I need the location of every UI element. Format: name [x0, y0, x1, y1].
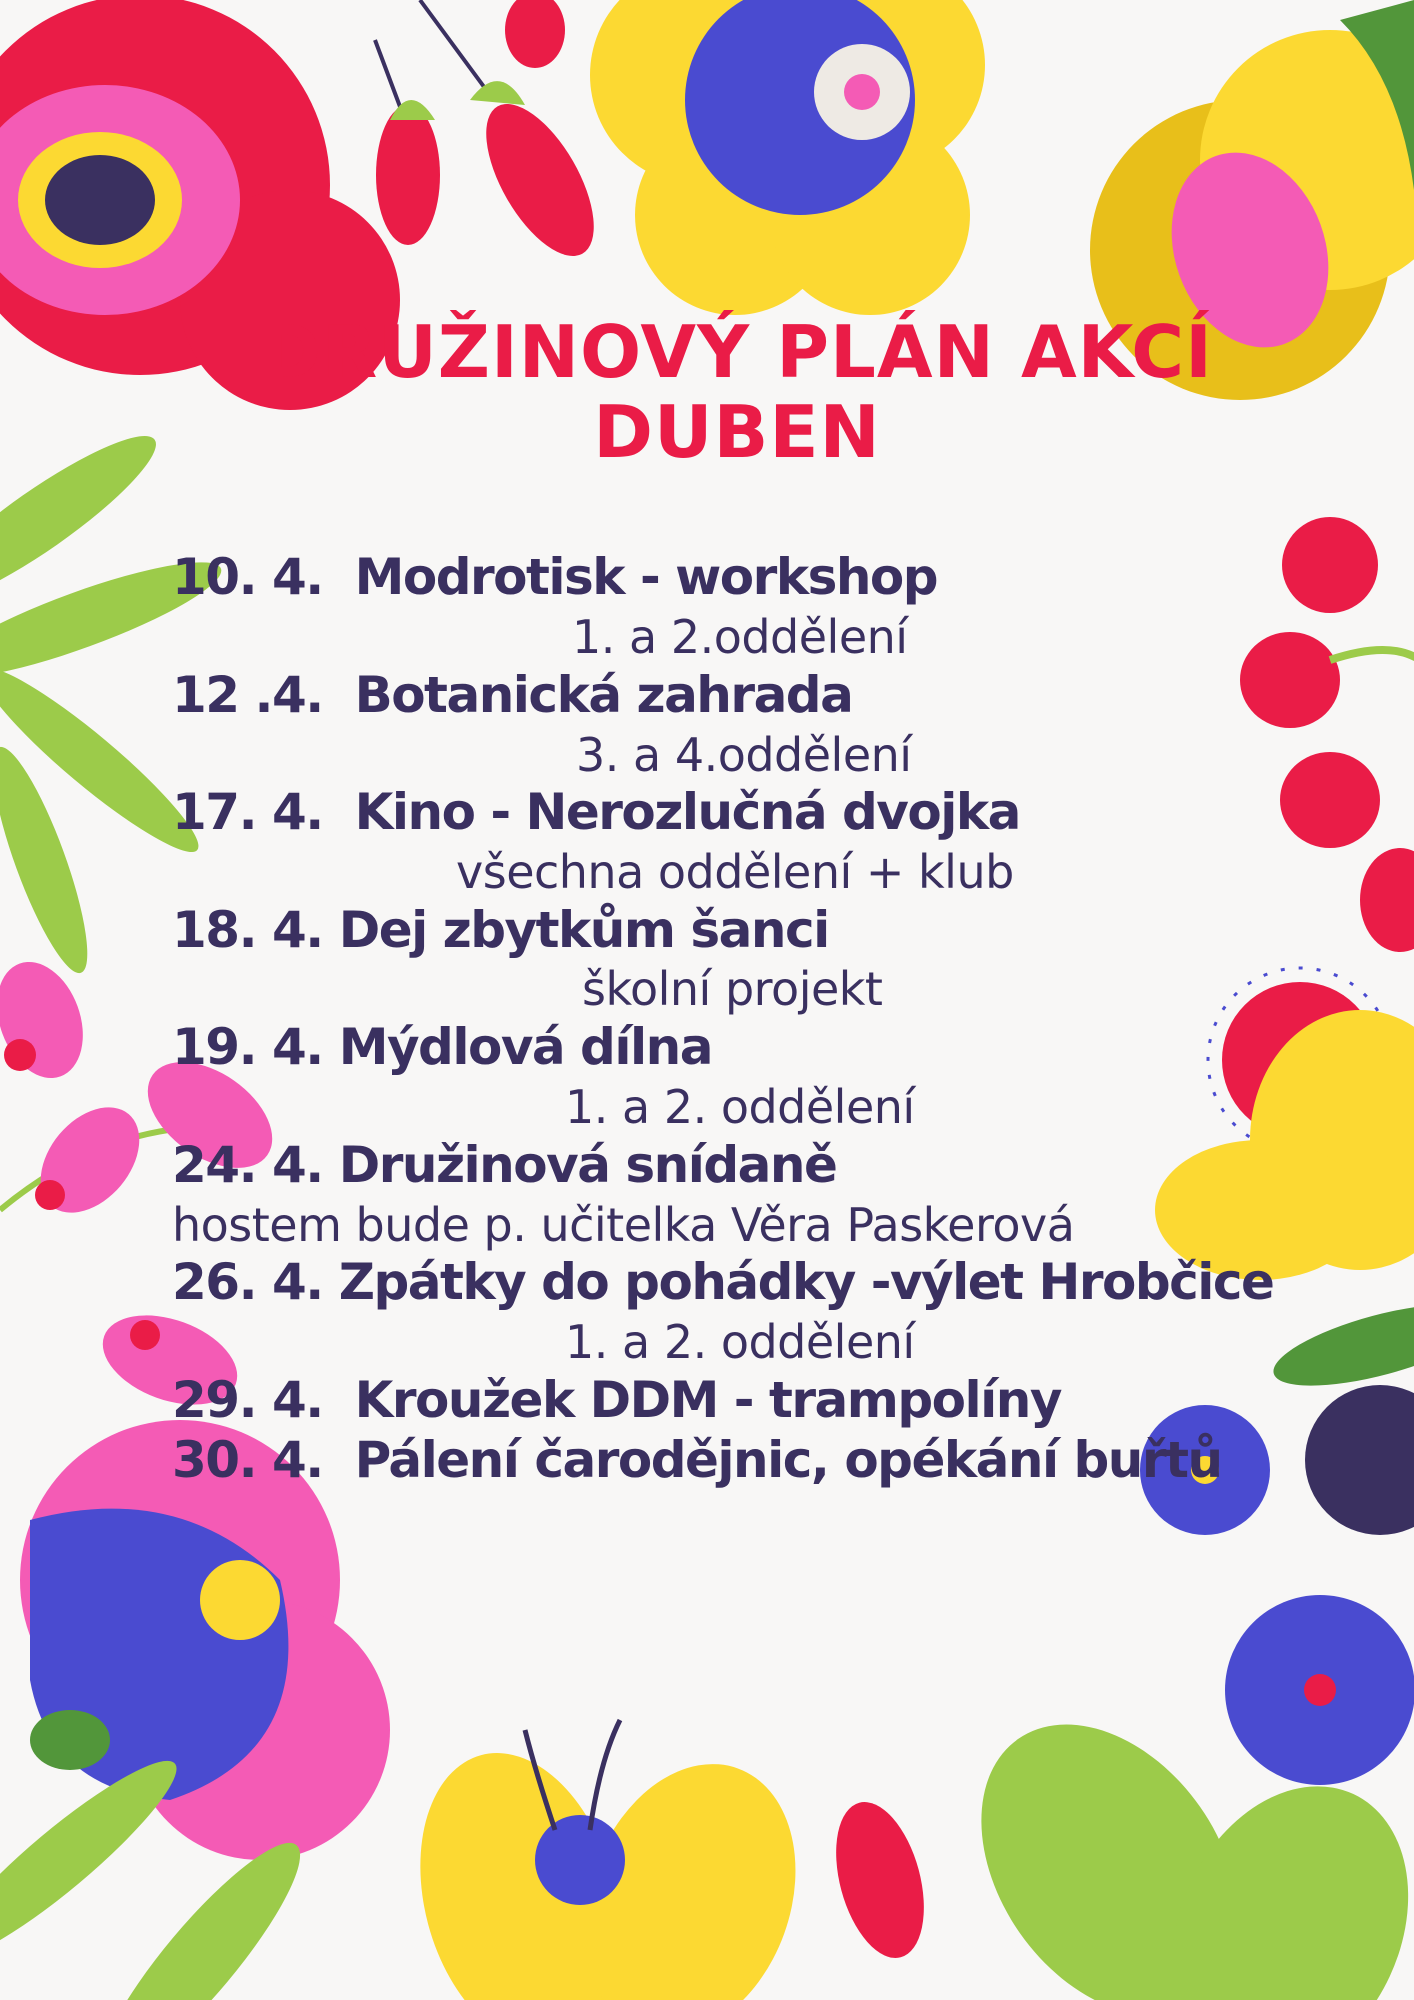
event-note: hostem bude p. učitelka Věra Paskerová: [172, 1198, 1075, 1252]
event-title: Kroužek DDM - trampolíny: [354, 1371, 1061, 1429]
event-title: Botanická zahrada: [354, 666, 853, 724]
tulip-bud-icon: [1240, 517, 1414, 952]
event-title: Zpátky do pohádky -výlet Hrobčice: [338, 1253, 1274, 1311]
event-6: [172, 1135, 836, 1195]
pink-flower-icon: [0, 1420, 390, 2000]
event-3: [172, 782, 1020, 842]
event-note: všechna oddělení + klub: [456, 845, 1014, 899]
yellow-flower-icon: [1155, 968, 1414, 1402]
event-note: 1. a 2. oddělení: [565, 1315, 915, 1369]
event-title: Kino - Nerozlučná dvojka: [354, 783, 1020, 841]
event-8: [172, 1370, 1061, 1430]
event-2: [172, 665, 852, 725]
event-date: 12 .4.: [172, 666, 323, 724]
event-date: 30. 4.: [172, 1431, 323, 1489]
event-4: [172, 900, 829, 960]
event-date: 18. 4.: [172, 901, 323, 959]
event-date: 19. 4.: [172, 1018, 323, 1076]
event-date: 24. 4.: [172, 1136, 323, 1194]
event-date: 17. 4.: [172, 783, 323, 841]
event-title: Družinová snídaně: [338, 1136, 837, 1194]
event-note: 3. a 4.oddělení: [576, 728, 912, 782]
event-1: [172, 547, 937, 607]
event-title: Pálení čarodějnic, opékání buřtů: [354, 1431, 1222, 1489]
page-title: DRUŽINOVÝ PLÁN AKCÍ: [261, 310, 1213, 394]
event-date: 10. 4.: [172, 548, 323, 606]
event-7: [172, 1252, 1273, 1312]
yellow-daisy-icon: [590, 0, 985, 315]
event-title: Modrotisk - workshop: [354, 548, 938, 606]
event-date: 29. 4.: [172, 1371, 323, 1429]
event-note: 1. a 2. oddělení: [565, 1080, 915, 1134]
tulip-bud-icon: [375, 0, 615, 273]
event-9: [172, 1430, 1222, 1490]
event-title: Dej zbytkům šanci: [338, 901, 829, 959]
yellow-daisy-icon: [389, 1720, 939, 2000]
page-subtitle-month: DUBEN: [593, 390, 881, 474]
event-note: 1. a 2.oddělení: [572, 610, 908, 664]
event-note: školní projekt: [582, 962, 883, 1016]
event-title: Mýdlová dílna: [338, 1018, 712, 1076]
event-5: [172, 1017, 712, 1077]
event-date: 26. 4.: [172, 1253, 323, 1311]
